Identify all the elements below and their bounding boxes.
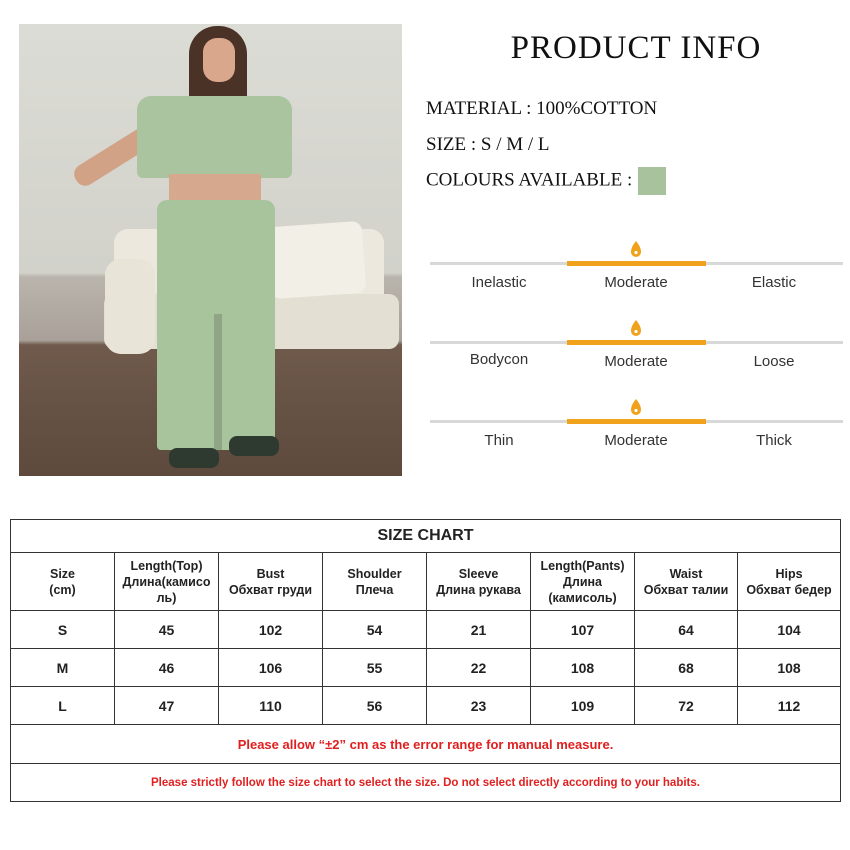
scale-label-left: Bodycon — [469, 351, 529, 368]
size-chart-table — [10, 519, 841, 802]
header-waist: Waist Обхват талии — [635, 553, 738, 611]
table-row — [11, 687, 841, 725]
sleeve-cell: 21 — [427, 611, 531, 649]
shoulder-cell: 54 — [323, 611, 427, 649]
green-shirt-shape — [137, 96, 292, 178]
length-top-cell: 45 — [115, 611, 219, 649]
size-cell: L — [11, 687, 115, 725]
model-face-shape — [203, 38, 235, 82]
bust-cell: 106 — [219, 649, 323, 687]
table-row — [11, 649, 841, 687]
header-shoulder: Shoulder Плеча — [323, 553, 427, 611]
location-pin-icon — [629, 240, 643, 260]
size-cell: M — [11, 649, 115, 687]
scale-label-middle: Moderate — [604, 432, 668, 449]
scale-label-left: Thin — [484, 432, 514, 449]
scale-label-right: Elastic — [751, 274, 797, 291]
sofa-arm-shape — [105, 259, 155, 354]
header-length-top: Length(Top) Длина(камисо ль) — [115, 553, 219, 611]
hips-cell: 112 — [738, 687, 841, 725]
bust-cell: 102 — [219, 611, 323, 649]
colours-label: COLOURS AVAILABLE : — [426, 169, 633, 191]
shoulder-cell: 55 — [323, 649, 427, 687]
waist-cell: 64 — [635, 611, 738, 649]
elasticity-scale — [430, 262, 843, 302]
size-chart-title: SIZE CHART — [11, 520, 841, 553]
header-length-pants: Length(Pants) Длина (камисоль) — [531, 553, 635, 611]
shoulder-cell: 56 — [323, 687, 427, 725]
cushion-shape — [267, 221, 367, 299]
length-top-cell: 46 — [115, 649, 219, 687]
scale-label-middle: Moderate — [604, 274, 668, 291]
pants-leg-divider — [214, 314, 222, 450]
material-line: MATERIAL : 100%COTTON — [426, 98, 658, 119]
header-hips: Hips Обхват бедер — [738, 553, 841, 611]
size-cell: S — [11, 611, 115, 649]
size-line: SIZE : S / M / L — [426, 134, 550, 155]
sleeve-cell: 22 — [427, 649, 531, 687]
size-chart-header-row — [11, 553, 841, 611]
length-top-cell: 47 — [115, 687, 219, 725]
scale-label-left: Inelastic — [471, 274, 527, 291]
location-pin-icon — [629, 398, 643, 418]
thickness-scale — [430, 420, 843, 460]
scale-selected-segment — [567, 340, 706, 345]
shoe-shape — [169, 448, 219, 468]
error-range-note: Please allow “±2” cm as the error range for manual measure. — [11, 725, 841, 764]
header-bust: Bust Обхват груди — [219, 553, 323, 611]
hips-cell: 108 — [738, 649, 841, 687]
scale-label-right: Thick — [756, 432, 792, 449]
header-size: Size (cm) — [11, 553, 115, 611]
product-info-title: PRODUCT INFO — [510, 30, 762, 66]
model-midriff-shape — [169, 174, 261, 200]
location-pin-icon — [629, 319, 643, 339]
product-photo — [19, 24, 402, 476]
bust-cell: 110 — [219, 687, 323, 725]
colour-swatch[interactable] — [638, 167, 666, 195]
header-sleeve: Sleeve Длина рукава — [427, 553, 531, 611]
sleeve-cell: 23 — [427, 687, 531, 725]
length-pants-cell: 109 — [531, 687, 635, 725]
scale-label-middle: Moderate — [604, 353, 668, 370]
scale-selected-segment — [567, 419, 706, 424]
size-selection-note: Please strictly follow the size chart to select the size. Do not select directly according to your habits. — [11, 764, 841, 802]
waist-cell: 68 — [635, 649, 738, 687]
scale-label-right: Loose — [753, 353, 795, 370]
scale-selected-segment — [567, 261, 706, 266]
hips-cell: 104 — [738, 611, 841, 649]
fit-scale — [430, 341, 843, 381]
length-pants-cell: 108 — [531, 649, 635, 687]
table-row — [11, 611, 841, 649]
length-pants-cell: 107 — [531, 611, 635, 649]
colours-line — [426, 167, 666, 195]
shoe-shape — [229, 436, 279, 456]
waist-cell: 72 — [635, 687, 738, 725]
